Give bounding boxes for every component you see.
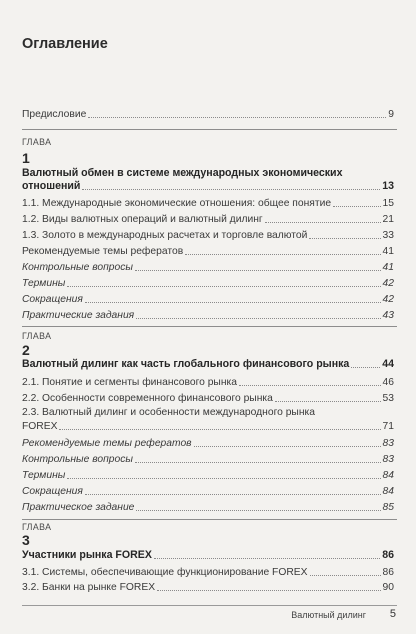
- chapter-divider: [22, 519, 397, 520]
- toc-entry-label: Термины: [22, 278, 66, 289]
- chapter-number: 2: [22, 342, 30, 358]
- toc-entry-preface[interactable]: [22, 108, 394, 121]
- toc-entry[interactable]: [22, 277, 394, 290]
- dot-leader: [157, 590, 380, 591]
- toc-entry[interactable]: [22, 453, 394, 466]
- dot-leader: [135, 270, 381, 271]
- footer-book-title: Валютный дилинг: [291, 610, 366, 620]
- chapter-label: ГЛАВА: [22, 331, 52, 341]
- dot-leader: [136, 510, 380, 511]
- toc-entry-label: 1.2. Виды валютных операций и валютный дилинг: [22, 214, 263, 225]
- dot-leader: [333, 206, 380, 207]
- toc-entry[interactable]: [22, 376, 394, 389]
- toc-entry-chapter-title[interactable]: [22, 358, 394, 371]
- dot-leader: [275, 401, 381, 402]
- toc-entry-label: 2.2. Особенности современного финансового рынка: [22, 393, 273, 404]
- dot-leader: [85, 302, 381, 303]
- toc-entry-page: 83: [382, 454, 394, 465]
- chapter-divider: [22, 326, 397, 327]
- toc-entry-page: 33: [382, 230, 394, 241]
- toc-entry-label: Рекомендуемые темы рефератов: [22, 438, 192, 449]
- dot-leader: [194, 446, 381, 447]
- toc-entry-page: 86: [382, 549, 394, 561]
- toc-entry-page: 13: [382, 180, 394, 192]
- page-footer: [0, 596, 416, 634]
- toc-entry-page: 84: [382, 470, 394, 481]
- toc-entry[interactable]: [22, 197, 394, 210]
- dot-leader: [309, 238, 380, 239]
- toc-entry[interactable]: [22, 261, 394, 274]
- dot-leader: [82, 189, 380, 190]
- toc-entry[interactable]: [22, 501, 394, 514]
- toc-entry[interactable]: [22, 392, 394, 405]
- toc-entry-label: Сокращения: [22, 486, 83, 497]
- toc-entry-label: 2.1. Понятие и сегменты финансового рынка: [22, 377, 237, 388]
- toc-entry-label: Практические задания: [22, 310, 135, 321]
- toc-entry[interactable]: [22, 309, 394, 322]
- toc-entry-label: Предисловие: [22, 109, 87, 120]
- dot-leader: [154, 558, 380, 559]
- toc-entry[interactable]: [22, 420, 394, 433]
- chapter-title-line2: отношений: [22, 180, 81, 192]
- dot-leader: [351, 367, 380, 368]
- toc-entry-label: Термины: [22, 470, 66, 481]
- dot-leader: [67, 286, 380, 287]
- toc-entry-page: 21: [382, 214, 394, 225]
- toc-entry-label: 3.2. Банки на рынке FOREX: [22, 582, 156, 593]
- toc-entry-page: 46: [382, 377, 394, 388]
- chapter-number: 1: [22, 150, 30, 166]
- chapter-title-line1[interactable]: Валютный обмен в системе международных экономических: [22, 167, 343, 179]
- toc-entry[interactable]: [22, 566, 394, 579]
- toc-entry-page: 41: [382, 262, 394, 273]
- dot-leader: [136, 318, 380, 319]
- dot-leader: [135, 462, 381, 463]
- toc-entry-page: 83: [382, 438, 394, 449]
- toc-entry-page: 84: [382, 486, 394, 497]
- dot-leader: [88, 117, 386, 118]
- footer-rule: [22, 605, 397, 606]
- toc-entry-page: 41: [382, 246, 394, 257]
- toc-entry[interactable]: [22, 293, 394, 306]
- toc-entry-line1[interactable]: [22, 406, 394, 419]
- dot-leader: [67, 478, 380, 479]
- toc-entry[interactable]: [22, 485, 394, 498]
- toc-entry[interactable]: [22, 229, 394, 242]
- toc-entry[interactable]: [22, 213, 394, 226]
- dot-leader: [310, 575, 381, 576]
- toc-entry-page: 43: [382, 310, 394, 321]
- toc-entry-chapter-title[interactable]: [22, 549, 394, 562]
- toc-entry-page: 44: [382, 358, 394, 370]
- chapter-title: Валютный дилинг как часть глобального финансового рынка: [22, 358, 350, 370]
- toc-entry-label: Контрольные вопросы: [22, 262, 133, 273]
- toc-entry-page: 86: [382, 567, 394, 578]
- toc-entry[interactable]: [22, 469, 394, 482]
- chapter-label: ГЛАВА: [22, 522, 52, 532]
- toc-entry[interactable]: [22, 437, 394, 450]
- toc-entry-label: 1.3. Золото в международных расчетах и торговле валютой: [22, 230, 308, 241]
- toc-entry-page: 9: [388, 109, 394, 120]
- chapter-label: ГЛАВА: [22, 137, 52, 147]
- dot-leader: [85, 494, 381, 495]
- toc-entry-label: 1.1. Международные экономические отношения: общее понятие: [22, 198, 332, 209]
- toc-entry-page: 15: [382, 198, 394, 209]
- page-title: Оглавление: [22, 36, 108, 52]
- chapter-number: 3: [22, 532, 30, 548]
- toc-entry-page: 42: [382, 278, 394, 289]
- dot-leader: [59, 429, 380, 430]
- toc-entry-chapter-title[interactable]: [22, 180, 394, 193]
- toc-entry-label-line2: FOREX: [22, 421, 58, 432]
- toc-entry-label: Рекомендуемые темы рефератов: [22, 246, 184, 257]
- dot-leader: [239, 385, 381, 386]
- dot-leader: [265, 222, 381, 223]
- toc-entry-page: 85: [382, 502, 394, 513]
- toc-entry-page: 90: [382, 582, 394, 593]
- toc-entry-label: 3.1. Системы, обеспечивающие функционирование FOREX: [22, 567, 308, 578]
- toc-entry[interactable]: [22, 245, 394, 258]
- toc-entry-label: Контрольные вопросы: [22, 454, 133, 465]
- toc-entry-page: 53: [382, 393, 394, 404]
- chapter-divider: [22, 129, 397, 130]
- toc-entry-label: 2.3. Валютный дилинг и особенности международного рынка: [22, 407, 315, 418]
- chapter-title: Участники рынка FOREX: [22, 549, 152, 561]
- toc-entry-page: 42: [382, 294, 394, 305]
- toc-entry[interactable]: [22, 581, 394, 594]
- toc-entry-label: Практическое задание: [22, 502, 135, 513]
- toc-entry-label: Сокращения: [22, 294, 83, 305]
- footer-page-number: 5: [389, 608, 396, 620]
- toc-entry-page: 71: [382, 421, 394, 432]
- dot-leader: [185, 254, 380, 255]
